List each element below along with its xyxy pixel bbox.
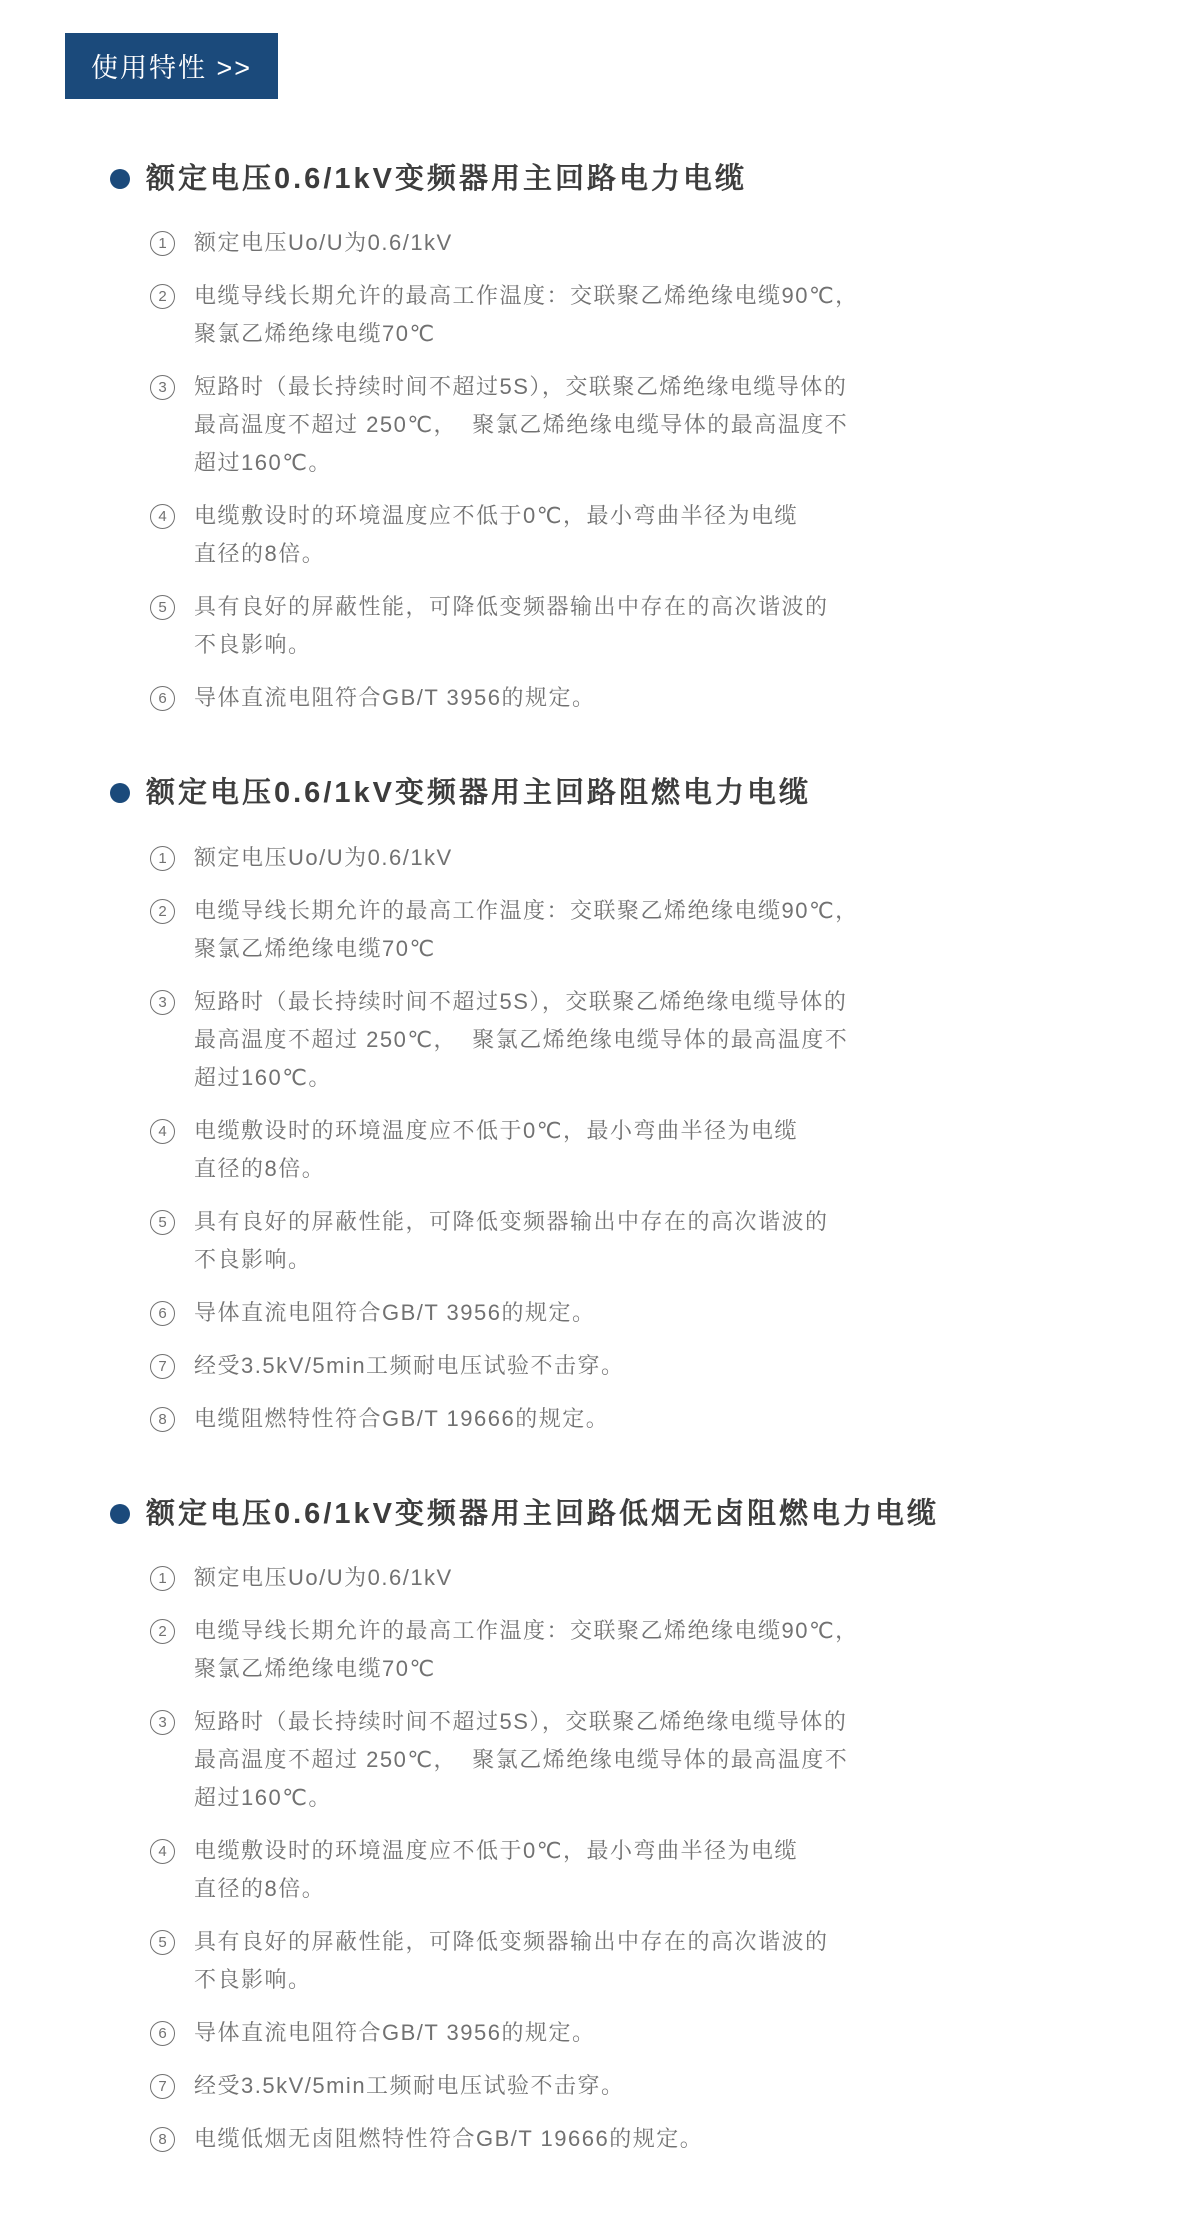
- item-text: [194, 2120, 703, 2158]
- item-text-line: 不良影响。: [194, 1246, 312, 1272]
- item-text-line: 聚氯乙烯绝缘电缆70℃: [194, 935, 436, 961]
- item-text: [194, 679, 596, 717]
- item-text-line: 直径的8倍。: [194, 1875, 326, 1901]
- item-text-line: 额定电压Uo/U为0.6/1kV: [194, 230, 453, 256]
- list-item: [150, 2067, 1142, 2105]
- item-text-line: 电缆阻燃特性符合GB/T 19666的规定。: [194, 1405, 610, 1431]
- item-text-line: 电缆导线长期允许的最高工作温度：交联聚乙烯绝缘电缆90℃，: [194, 1617, 859, 1643]
- bullet-icon: [110, 169, 130, 189]
- list-item: [150, 368, 1142, 482]
- item-list: [150, 224, 1142, 717]
- section-heading-text: 额定电压0.6/1kV变频器用主回路阻燃电力电缆: [146, 777, 811, 810]
- list-item: [150, 2120, 1142, 2158]
- list-item: [150, 1347, 1142, 1385]
- item-text: [194, 983, 848, 1097]
- item-text-line: 电缆导线长期允许的最高工作温度：交联聚乙烯绝缘电缆90℃，: [194, 283, 859, 309]
- item-text: [194, 277, 859, 353]
- item-text-line: 短路时（最长持续时间不超过5S），交联聚乙烯绝缘电缆导体的: [194, 988, 848, 1014]
- item-text: [194, 1612, 859, 1688]
- item-text-line: 具有良好的屏蔽性能，可降低变频器输出中存在的高次谐波的: [194, 1208, 829, 1234]
- cable-spec-section: [65, 775, 1142, 1437]
- item-text: [194, 588, 829, 664]
- list-item: [150, 1400, 1142, 1438]
- list-item: [150, 892, 1142, 968]
- item-text-line: 直径的8倍。: [194, 1155, 326, 1181]
- item-number-badge: 3: [150, 375, 175, 400]
- sections: [65, 161, 1142, 2158]
- item-number-badge: 4: [150, 1119, 175, 1144]
- item-text-line: 聚氯乙烯绝缘电缆70℃: [194, 321, 436, 347]
- section-heading: [110, 161, 1142, 197]
- list-item: [150, 224, 1142, 262]
- section-heading-text: 额定电压0.6/1kV变频器用主回路电力电缆: [146, 163, 747, 195]
- section-heading: [110, 775, 1142, 811]
- item-text-line: 聚氯乙烯绝缘电缆70℃: [194, 1655, 436, 1681]
- list-item: [150, 1559, 1142, 1597]
- item-text-line: 具有良好的屏蔽性能，可降低变频器输出中存在的高次谐波的: [194, 594, 829, 620]
- item-number-badge: 8: [150, 1407, 175, 1432]
- item-text: [194, 1559, 453, 1597]
- item-text-line: 最高温度不超过 250℃， 聚氯乙烯绝缘电缆导体的最高温度不: [194, 1026, 849, 1052]
- item-number-badge: 5: [150, 595, 175, 620]
- bullet-icon: [110, 1504, 130, 1524]
- item-text: [194, 1400, 609, 1438]
- item-text: [194, 1832, 798, 1908]
- item-text-line: 超过160℃。: [194, 1064, 332, 1090]
- item-number-badge: 7: [150, 2074, 175, 2099]
- item-text: [194, 1703, 848, 1817]
- item-number-badge: 2: [150, 284, 175, 309]
- item-number-badge: 5: [150, 1930, 175, 1955]
- item-number-badge: 4: [150, 504, 175, 529]
- bullet-icon: [110, 783, 130, 803]
- list-item: [150, 277, 1142, 353]
- item-text: [194, 839, 453, 877]
- list-item: [150, 588, 1142, 664]
- list-item: [150, 1703, 1142, 1817]
- item-number-badge: 2: [150, 899, 175, 924]
- list-item: [150, 1112, 1142, 1188]
- item-number-badge: 3: [150, 990, 175, 1015]
- item-number-badge: 3: [150, 1710, 175, 1735]
- item-list: [150, 839, 1142, 1438]
- item-text: [194, 1294, 596, 1332]
- item-text: [194, 1203, 829, 1279]
- item-text-line: 不良影响。: [194, 632, 312, 658]
- item-number-badge: 8: [150, 2127, 175, 2152]
- item-text: [194, 224, 453, 262]
- item-text-line: 导体直流电阻符合GB/T 3956的规定。: [194, 2019, 596, 2045]
- list-item: [150, 1294, 1142, 1332]
- item-text-line: 超过160℃。: [194, 1784, 332, 1810]
- section-label-badge: 使用特性 >>: [65, 33, 278, 99]
- item-text: [194, 2014, 596, 2052]
- list-item: [150, 1832, 1142, 1908]
- item-text-line: 直径的8倍。: [194, 541, 326, 567]
- item-text-line: 电缆低烟无卤阻燃特性符合GB/T 19666的规定。: [194, 2125, 704, 2151]
- list-item: [150, 497, 1142, 573]
- item-list: [150, 1559, 1142, 2158]
- list-item: [150, 1612, 1142, 1688]
- item-text-line: 经受3.5kV/5min工频耐电压试验不击穿。: [194, 2072, 625, 2098]
- item-number-badge: 1: [150, 846, 175, 871]
- item-text-line: 额定电压Uo/U为0.6/1kV: [194, 844, 453, 870]
- item-text-line: 电缆敷设时的环境温度应不低于0℃，最小弯曲半径为电缆: [194, 1837, 798, 1863]
- item-text-line: 导体直流电阻符合GB/T 3956的规定。: [194, 685, 596, 711]
- item-text-line: 具有良好的屏蔽性能，可降低变频器输出中存在的高次谐波的: [194, 1928, 829, 1954]
- cable-spec-section: [65, 161, 1142, 717]
- item-text-line: 额定电压Uo/U为0.6/1kV: [194, 1564, 453, 1590]
- item-number-badge: 4: [150, 1839, 175, 1864]
- item-text-line: 电缆敷设时的环境温度应不低于0℃，最小弯曲半径为电缆: [194, 503, 798, 529]
- item-number-badge: 6: [150, 1301, 175, 1326]
- item-text: [194, 1347, 625, 1385]
- item-number-badge: 2: [150, 1619, 175, 1644]
- item-text: [194, 1112, 798, 1188]
- item-text-line: 超过160℃。: [194, 450, 332, 476]
- list-item: [150, 2014, 1142, 2052]
- list-item: [150, 679, 1142, 717]
- list-item: [150, 983, 1142, 1097]
- item-text-line: 短路时（最长持续时间不超过5S），交联聚乙烯绝缘电缆导体的: [194, 1708, 848, 1734]
- item-text-line: 导体直流电阻符合GB/T 3956的规定。: [194, 1299, 596, 1325]
- item-number-badge: 7: [150, 1354, 175, 1379]
- item-text-line: 最高温度不超过 250℃， 聚氯乙烯绝缘电缆导体的最高温度不: [194, 412, 849, 438]
- section-heading-text: 额定电压0.6/1kV变频器用主回路低烟无卤阻燃电力电缆: [146, 1497, 939, 1530]
- list-item: [150, 839, 1142, 877]
- list-item: [150, 1203, 1142, 1279]
- item-text-line: 经受3.5kV/5min工频耐电压试验不击穿。: [194, 1352, 625, 1378]
- item-text-line: 最高温度不超过 250℃， 聚氯乙烯绝缘电缆导体的最高温度不: [194, 1746, 849, 1772]
- item-text-line: 电缆敷设时的环境温度应不低于0℃，最小弯曲半径为电缆: [194, 1117, 798, 1143]
- item-number-badge: 1: [150, 231, 175, 256]
- item-text: [194, 892, 859, 968]
- item-number-badge: 6: [150, 686, 175, 711]
- item-text-line: 不良影响。: [194, 1966, 312, 1992]
- item-text-line: 电缆导线长期允许的最高工作温度：交联聚乙烯绝缘电缆90℃，: [194, 897, 859, 923]
- section-heading: [110, 1496, 1142, 1532]
- item-text: [194, 497, 798, 573]
- item-number-badge: 6: [150, 2021, 175, 2046]
- cable-spec-section: [65, 1496, 1142, 2158]
- item-text: [194, 368, 848, 482]
- list-item: [150, 1923, 1142, 1999]
- item-text: [194, 2067, 625, 2105]
- item-number-badge: 1: [150, 1566, 175, 1591]
- item-text-line: 短路时（最长持续时间不超过5S），交联聚乙烯绝缘电缆导体的: [194, 374, 848, 400]
- item-text: [194, 1923, 829, 1999]
- item-number-badge: 5: [150, 1210, 175, 1235]
